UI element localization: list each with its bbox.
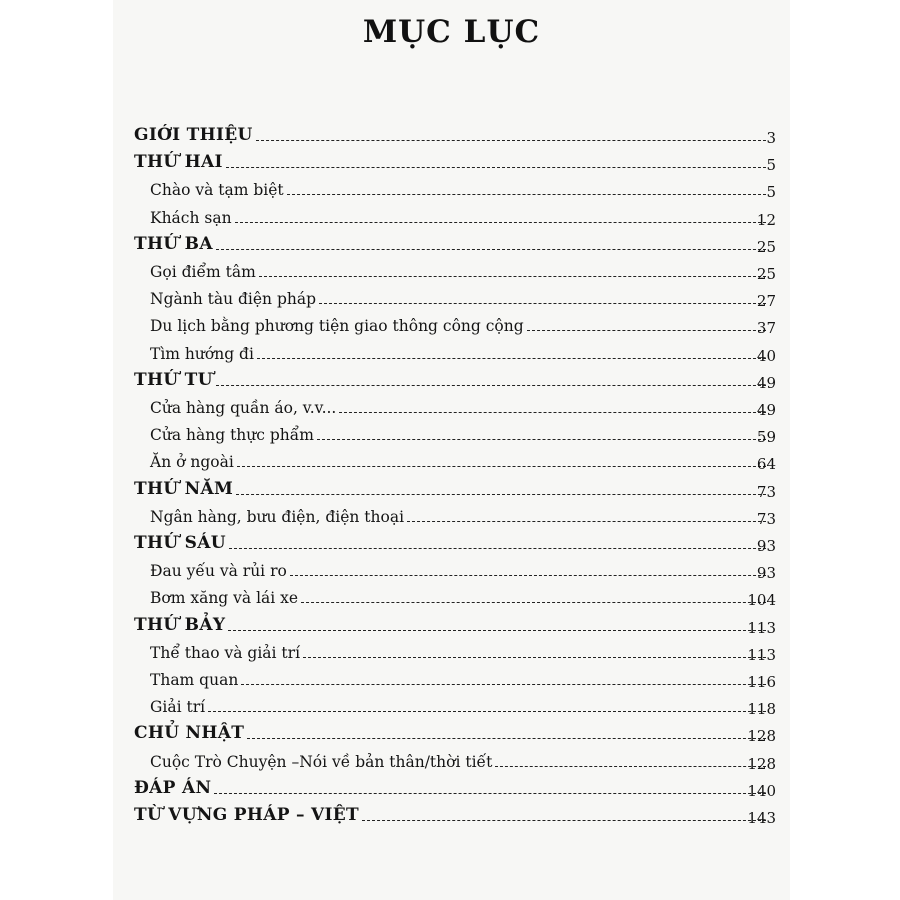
toc-section-title: ĐÁP ÁN xyxy=(134,777,212,798)
toc-section-row xyxy=(113,119,790,147)
dotted-leader xyxy=(214,793,766,794)
dotted-leader xyxy=(301,602,766,603)
toc-page-number: 64 xyxy=(756,455,776,474)
dotted-leader xyxy=(237,466,766,467)
toc-item-title: Chào và tạm biệt xyxy=(150,181,284,200)
toc-page-number: 93 xyxy=(756,564,776,583)
toc-section-title: TỪ VỰNG PHÁP – VIỆT xyxy=(134,805,359,825)
toc-page-number: 140 xyxy=(747,781,776,800)
dotted-leader xyxy=(407,521,766,522)
toc-section-title: CHỦ NHẬT xyxy=(134,723,245,744)
toc-section-title: THỨ SÁU xyxy=(134,533,226,553)
page-title: MỤC LỤC xyxy=(362,14,541,50)
toc-section-row xyxy=(113,473,790,501)
dotted-leader xyxy=(216,249,766,250)
dotted-leader xyxy=(208,711,766,712)
dotted-leader xyxy=(228,630,766,631)
toc-page-number: 73 xyxy=(756,482,776,501)
toc-section-title: THỨ NĂM xyxy=(134,478,234,499)
dotted-leader xyxy=(319,303,766,304)
toc-item-title: Du lịch bằng phương tiện giao thông công cộng xyxy=(150,317,524,336)
toc-section-title: GIỚI THIỆU xyxy=(134,125,253,145)
toc-item-title: Giải trí xyxy=(150,698,206,717)
dotted-leader xyxy=(339,412,766,413)
dotted-leader xyxy=(226,167,766,168)
dotted-leader xyxy=(317,439,766,440)
toc-item-row xyxy=(113,255,790,283)
toc-section-row xyxy=(113,364,790,392)
toc-item-row xyxy=(113,500,790,528)
dotted-leader xyxy=(527,330,766,331)
toc-page-number: 93 xyxy=(756,537,776,555)
toc-item-title: Tham quan xyxy=(150,671,239,689)
toc-page-number: 116 xyxy=(747,673,776,691)
toc-page-number: 59 xyxy=(756,428,776,447)
toc-item-title: Ngành tàu điện pháp xyxy=(150,290,317,309)
toc-page-number: 25 xyxy=(756,237,776,256)
table-of-contents xyxy=(113,0,790,900)
toc-page-number: 143 xyxy=(747,809,776,827)
dotted-leader xyxy=(495,766,766,767)
dotted-leader xyxy=(236,494,766,495)
toc-page-number: 128 xyxy=(747,727,776,746)
dotted-leader xyxy=(241,684,766,685)
toc-item-row xyxy=(113,337,790,365)
toc-item-row xyxy=(113,282,790,310)
toc-page-number: 40 xyxy=(756,346,776,365)
toc-page-number: 3 xyxy=(766,129,776,147)
toc-item-row xyxy=(113,636,790,664)
toc-item-row xyxy=(113,690,790,718)
toc-page-number: 37 xyxy=(756,319,776,338)
toc-section-row xyxy=(113,799,790,827)
toc-page-number: 5 xyxy=(766,156,776,175)
toc-item-title: Bơm xăng và lái xe xyxy=(150,589,299,608)
toc-page-number: 27 xyxy=(756,292,776,311)
toc-section-row xyxy=(113,609,790,637)
book-page xyxy=(113,0,790,900)
toc-section-title: THỨ TƯ xyxy=(134,369,213,390)
toc-item-row xyxy=(113,201,790,229)
toc-page-number: 5 xyxy=(766,183,776,202)
dotted-leader xyxy=(303,657,766,658)
toc-item-row xyxy=(113,173,790,201)
toc-section-row xyxy=(113,772,790,800)
toc-item-row xyxy=(113,418,790,446)
toc-item-title: Cuộc Trò Chuyện –Nói về bản thân/thời tiết xyxy=(150,752,493,771)
toc-item-row xyxy=(113,745,790,773)
toc-page-number: 113 xyxy=(747,618,776,637)
toc-item-title: Khách sạn xyxy=(150,208,232,227)
toc-page-number: 49 xyxy=(756,373,776,392)
toc-page-number: 113 xyxy=(747,645,776,664)
toc-item-title: Ngân hàng, bưu điện, điện thoại xyxy=(150,507,405,526)
toc-item-title: Tìm hướng đi xyxy=(150,344,254,363)
toc-item-row xyxy=(113,391,790,419)
toc-section-row xyxy=(113,228,790,256)
dotted-leader xyxy=(290,575,766,576)
toc-section-title: THỨ BẢY xyxy=(134,614,226,635)
toc-item-row xyxy=(113,581,790,609)
dotted-leader xyxy=(247,738,766,739)
dotted-leader xyxy=(235,222,766,223)
toc-page-number: 12 xyxy=(756,210,776,229)
toc-item-title: Đau yếu và rủi ro xyxy=(150,562,287,581)
toc-item-title: Thể thao và giải trí xyxy=(150,643,301,662)
toc-item-row xyxy=(113,554,790,582)
dotted-leader xyxy=(216,385,766,386)
toc-item-title: Ăn ở ngoài xyxy=(150,453,234,472)
toc-section-title: THỨ HAI xyxy=(134,152,223,173)
toc-item-row xyxy=(113,663,790,691)
toc-page-number: 73 xyxy=(756,509,776,528)
toc-item-title: Cửa hàng thực phẩm xyxy=(150,426,314,445)
dotted-leader xyxy=(259,276,766,277)
toc-section-row xyxy=(113,527,790,555)
dotted-leader xyxy=(229,548,766,549)
toc-page-number: 104 xyxy=(747,591,776,610)
dotted-leader xyxy=(257,358,766,359)
dotted-leader xyxy=(287,194,766,195)
toc-item-title: Gọi điểm tâm xyxy=(150,263,256,281)
toc-section-title: THỨ BA xyxy=(134,233,213,254)
toc-section-row xyxy=(113,717,790,745)
toc-item-row xyxy=(113,309,790,337)
toc-section-row xyxy=(113,146,790,174)
dotted-leader xyxy=(362,820,766,821)
toc-page-number: 128 xyxy=(747,754,776,773)
toc-item-title: Cửa hàng quần áo, v.v... xyxy=(150,399,337,417)
dotted-leader xyxy=(256,140,766,141)
toc-page-number: 118 xyxy=(747,700,776,719)
toc-item-row xyxy=(113,445,790,473)
toc-page-number: 25 xyxy=(756,265,776,283)
toc-page-number: 49 xyxy=(756,401,776,419)
